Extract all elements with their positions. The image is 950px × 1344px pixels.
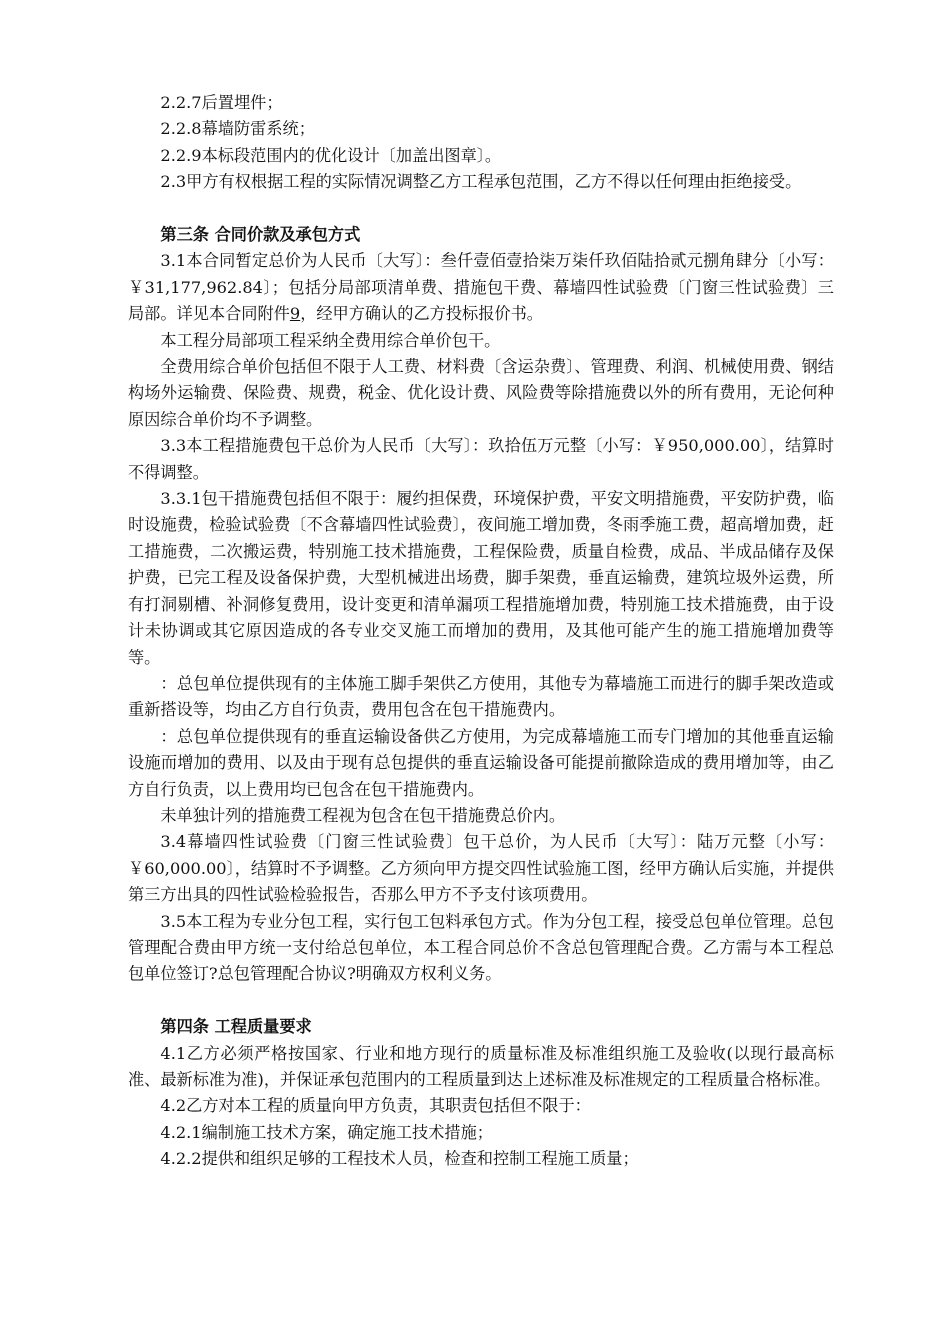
clause-3-1-tail: ，经甲方确认的乙方投标报价书。 [300,304,543,324]
clause-3-3: 3.3本工程措施费包干总价为人民币〔大写〕：玖拾伍万元整〔小写：￥950,000.00〕，结算时不得调整。 [128,436,834,482]
scaffold-clause: ：总包单位提供现有的主体施工脚手架供乙方使用，其他专为幕墙施工而进行的脚手架改造或重新搭设等，均由乙方自行负责，费用包含在包干措施费内。 [128,673,834,720]
clause-3-1 [128,248,834,327]
unlisted-measures-clause: 未单独计列的措施费工程视为包含在包干措施费总价内。 [160,805,566,825]
article-4-heading: 第四条 工程质量要求 [160,1017,312,1037]
clause-2-2-7: 2.2.7后置埋件； [160,93,283,112]
clause-3-3-1: 3.3.1包干措施费包括但不限于：履约担保费，环境保护费，平安文明措施费，平安防护费，临时设施费，检验试验费〔不含幕墙四性试验费〕，夜间施工增加费，冬雨季施工费，超高增加费，赶工措施费，二次搬运费，特别施工技术措施费，工程保险费，质量自检费，成品、半成品储存及保护费，已完工程及设备保护费，大型机械进出场费，脚手架费，垂直运输费，建筑垃圾外运费，所有打洞剔槽、补洞修复费用，设计变更和清单漏项工程措施增加费，特别施工技术措施费，由于设计未协调或其它原因造成的各专业交叉施工而增加的费用，及其他可能产生的施工措施增加费等等。 [128,489,834,667]
attachment-ref: 9 [289,304,301,324]
clause-2-2-8: 2.2.8幕墙防雷系统； [160,119,315,139]
clause-4-2-2: 4.2.2提供和组织足够的工程技术人员，检查和控制工程施工质量； [160,1149,639,1169]
vertical-transport-clause: ：总包单位提供现有的垂直运输设备供乙方使用，为完成幕墙施工而专门增加的其他垂直运输设施而增加的费用、以及由于现有总包提供的垂直运输设备可能提前撤除造成的费用增加等，由乙方自行负责，以上费用均已包含在包干措施费内。 [128,726,834,799]
clause-3-5: 3.5本工程为专业分包工程，实行包工包料承包方式。作为分包工程，接受总包单位管理。总包管理配合费由甲方统一支付给总包单位，本工程合同总价不含总包管理配合费。乙方需与本工程总包单位签订?总包管理配合协议?明确双方权利义务。 [128,911,834,984]
unit-price-clause: 本工程分局部项工程采纳全费用综合单价包干。 [160,330,501,350]
clause-2-3: 2.3甲方有权根据工程的实际情况调整乙方工程承包范围，乙方不得以任何理由拒绝接受。 [160,172,802,192]
clause-4-2: 4.2乙方对本工程的质量向甲方负责，其职责包括但不限于： [160,1096,591,1116]
clause-3-4: 3.4幕墙四性试验费〔门窗三性试验费〕包干总价，为人民币〔大写〕：陆万元整〔小写：￥60,000.00〕，结算时不予调整。乙方须向甲方提交四性试验施工图，经甲方确认后实施，并提供第三方出具的四性试验检验报告，否那么甲方不予支付该项费用。 [128,832,834,905]
blank-line [128,988,834,1014]
document-page [128,90,834,1173]
clause-4-1: 4.1乙方必须严格按国家、行业和地方现行的质量标准及标准组织施工及验收(以现行最高标准、最新标准为准)，并保证承包范围内的工程质量到达上述标准及标准规定的工程质量合格标准。 [128,1043,834,1089]
clause-3-1-text: 3.1本合同暂定总价为人民币〔大写〕：叁仟壹佰壹拾柒万柒仟玖佰陆拾贰元捌角肆分〔小写：￥31,177,962.84〕；包括分局部项清单费、措施包干费、幕墙四性试验费〔门窗三性试验费〕三局部。详见本合同附件 [128,251,834,324]
clause-4-2-1: 4.2.1编制施工技术方案，确定施工技术措施； [160,1122,493,1142]
blank-line [128,196,834,222]
article-3-heading: 第三条 合同价款及承包方式 [160,225,361,245]
unit-price-detail: 全费用综合单价包括但不限于人工费、材料费〔含运杂费〕、管理费、利润、机械使用费、钢结构场外运输费、保险费、规费，税金、优化设计费、风险费等除措施费以外的所有费用，无论何种原因综合单价均不予调整。 [128,357,834,429]
clause-2-2-9: 2.2.9本标段范围内的优化设计〔加盖出图章〕。 [160,145,502,165]
